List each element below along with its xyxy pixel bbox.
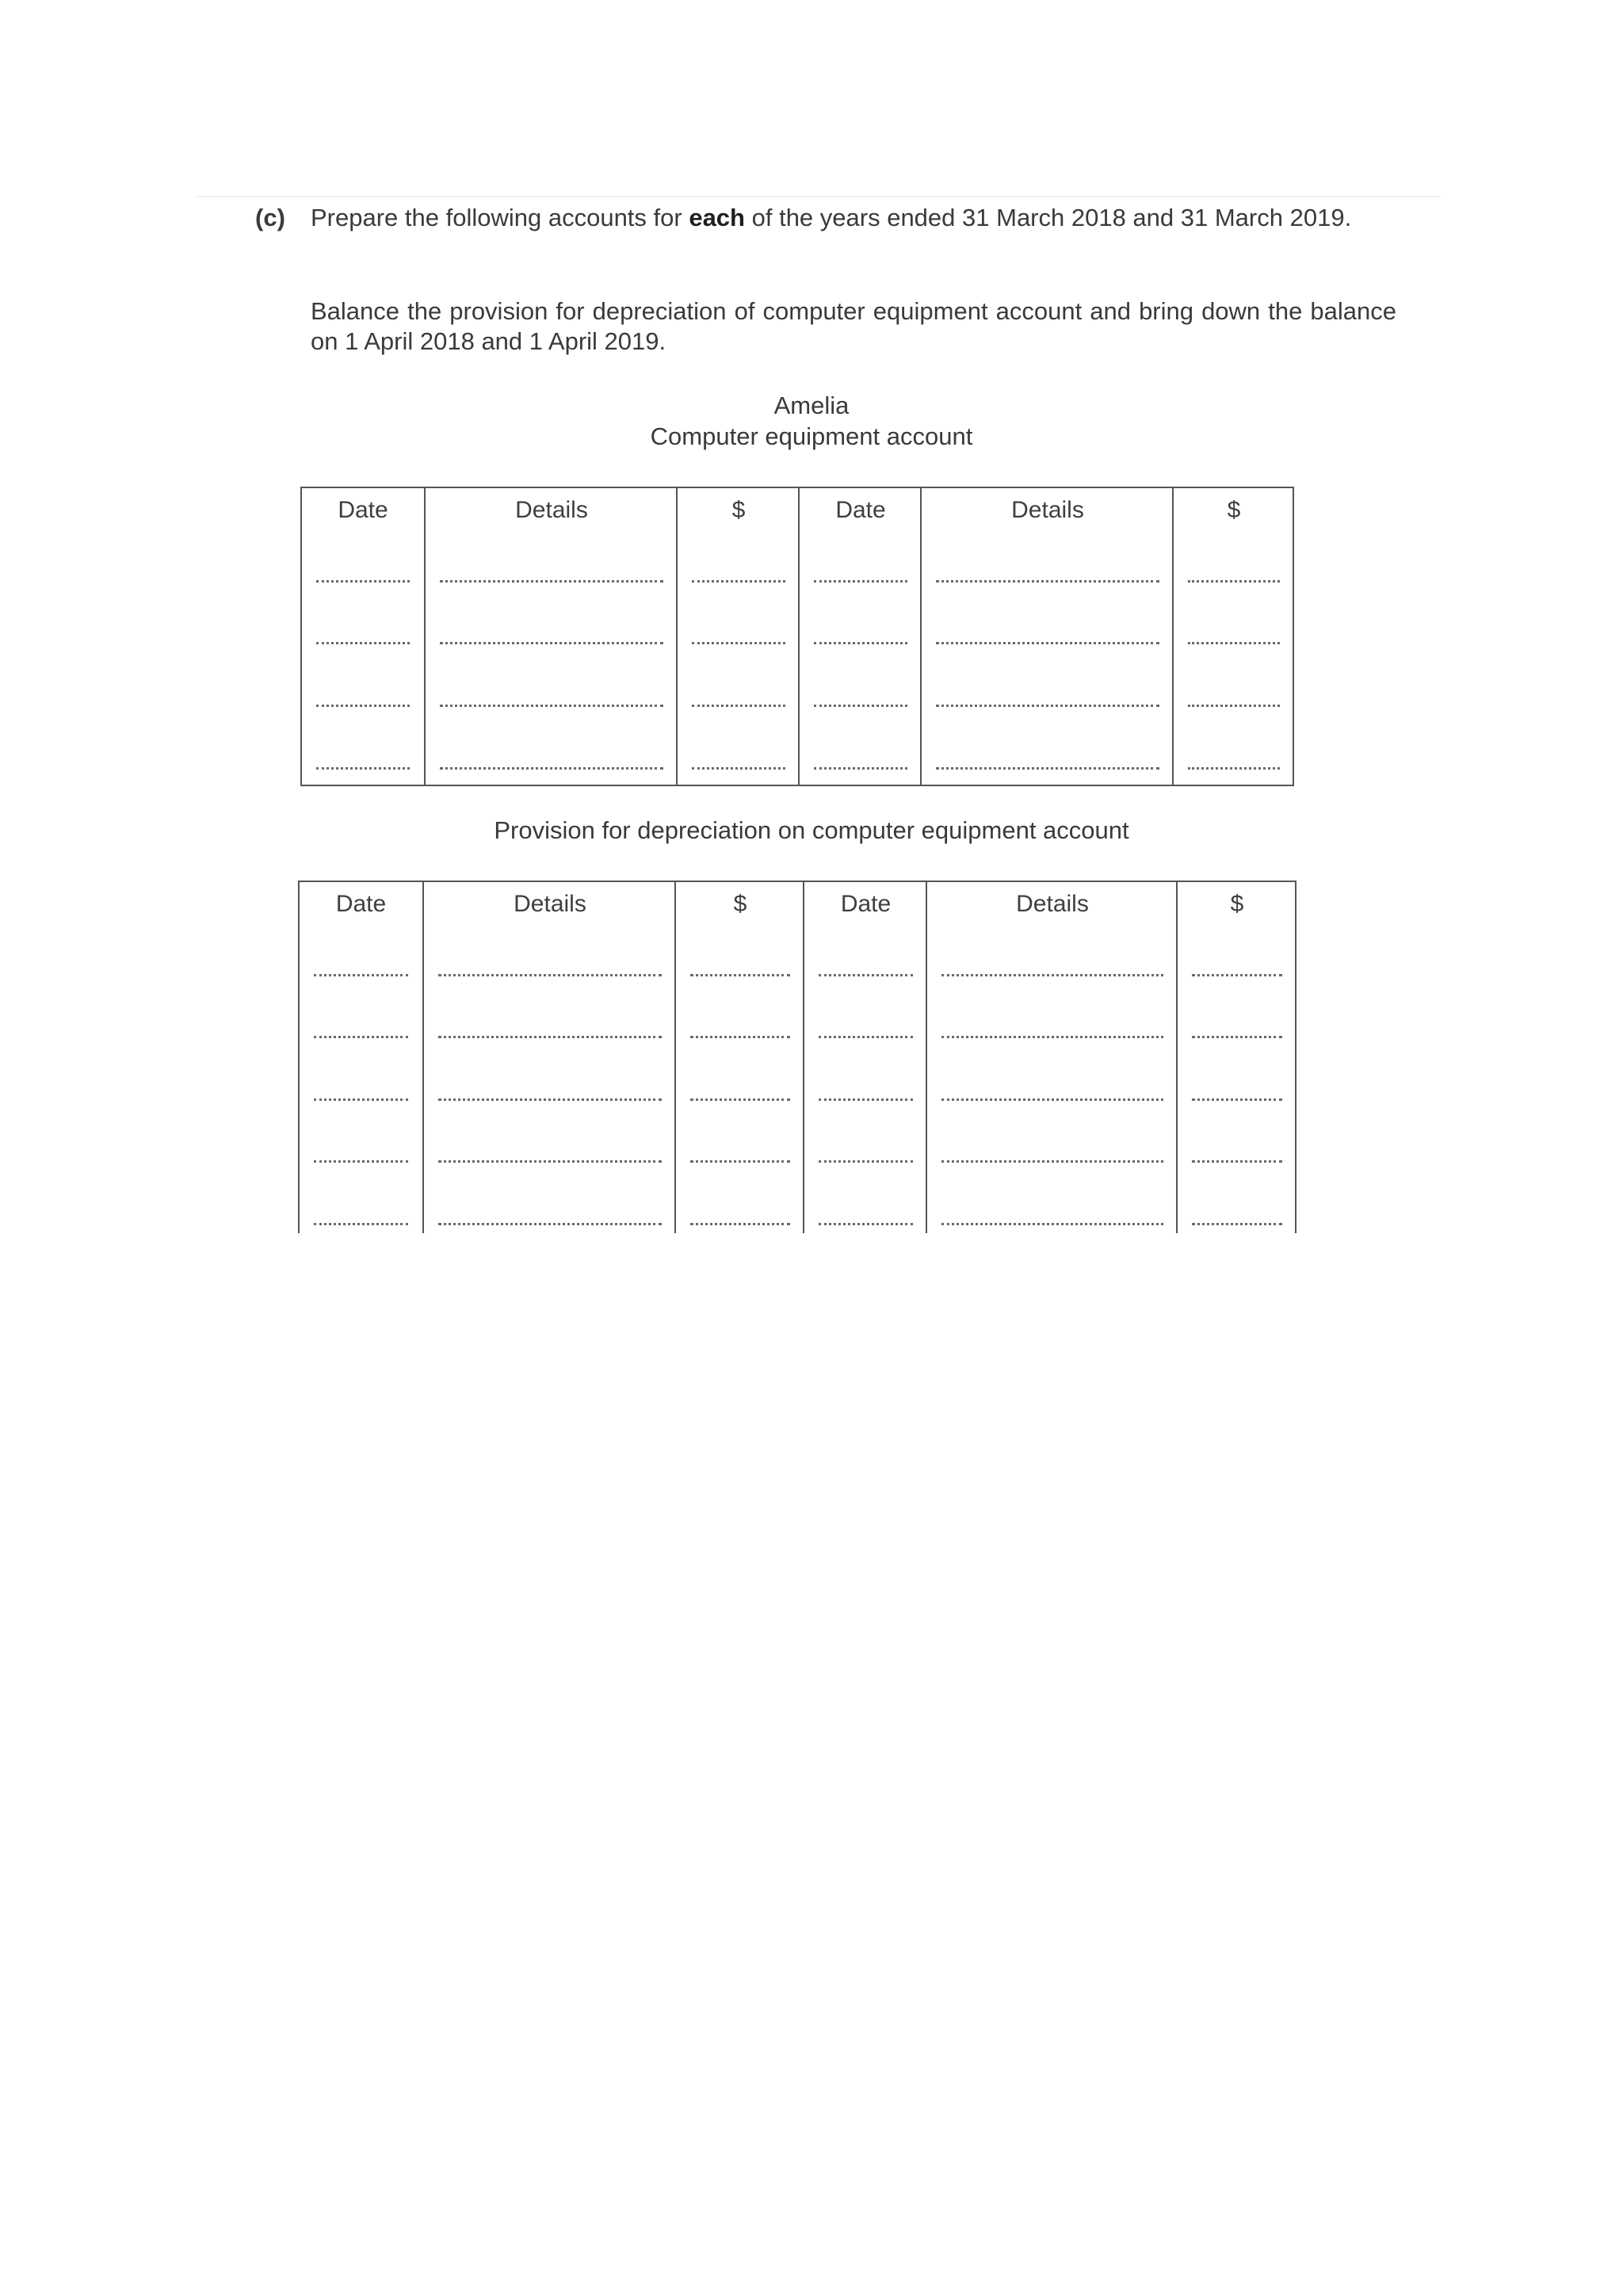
answer-line[interactable] bbox=[1188, 642, 1280, 644]
question-label: (c) bbox=[255, 204, 285, 231]
instruction-text-post: of the years ended 31 March 2018 and 31 March 2019. bbox=[745, 204, 1352, 231]
answer-line[interactable] bbox=[936, 767, 1159, 770]
answer-line[interactable] bbox=[1192, 1160, 1282, 1163]
answer-line[interactable] bbox=[1192, 1223, 1282, 1225]
ledger-2-header-date-cr: Date bbox=[840, 891, 892, 917]
answer-line[interactable] bbox=[692, 642, 785, 644]
answer-line[interactable] bbox=[692, 767, 785, 770]
answer-line[interactable] bbox=[314, 1036, 408, 1038]
page-divider bbox=[197, 196, 1441, 197]
answer-line[interactable] bbox=[690, 1036, 790, 1038]
answer-line[interactable] bbox=[936, 580, 1159, 583]
answer-line[interactable] bbox=[314, 974, 408, 976]
ledger-1-col-details-cr bbox=[920, 488, 1174, 785]
ledger-2-header-details-cr: Details bbox=[1016, 891, 1089, 917]
ledger-2-header-date-dr: Date bbox=[335, 891, 387, 917]
answer-line[interactable] bbox=[941, 1223, 1163, 1225]
answer-line[interactable] bbox=[316, 767, 410, 770]
answer-line[interactable] bbox=[316, 580, 410, 583]
ledger-2-header-details-dr: Details bbox=[514, 891, 586, 917]
answer-line[interactable] bbox=[941, 1098, 1163, 1101]
answer-line[interactable] bbox=[1192, 974, 1282, 976]
ledger-2-col-details-cr bbox=[926, 882, 1178, 1233]
instruction-text-bold: each bbox=[689, 204, 745, 231]
answer-line[interactable] bbox=[814, 705, 907, 707]
answer-line[interactable] bbox=[941, 974, 1163, 976]
answer-line[interactable] bbox=[440, 580, 663, 583]
answer-line[interactable] bbox=[814, 767, 907, 770]
answer-line[interactable] bbox=[814, 642, 907, 644]
ledger-2-header-amount-cr: $ bbox=[1230, 891, 1244, 917]
ledger-2-col-details-dr bbox=[422, 882, 676, 1233]
answer-line[interactable] bbox=[440, 767, 663, 770]
provision-depreciation-ledger bbox=[298, 881, 1296, 1233]
business-name: Amelia bbox=[773, 392, 850, 419]
ledger-1-header-amount-cr: $ bbox=[1227, 497, 1241, 523]
ledger-2-header-amount-dr: $ bbox=[733, 891, 747, 917]
answer-line[interactable] bbox=[314, 1223, 408, 1225]
instruction-text-pre: Prepare the following accounts for bbox=[311, 204, 689, 231]
answer-line[interactable] bbox=[819, 1098, 913, 1101]
answer-line[interactable] bbox=[438, 974, 662, 976]
computer-equipment-ledger bbox=[300, 487, 1294, 786]
answer-line[interactable] bbox=[690, 1160, 790, 1163]
answer-line[interactable] bbox=[438, 1160, 662, 1163]
answer-line[interactable] bbox=[819, 1036, 913, 1038]
answer-line[interactable] bbox=[316, 642, 410, 644]
ledger-1-col-amount-cr bbox=[1172, 488, 1294, 785]
answer-line[interactable] bbox=[440, 705, 663, 707]
answer-line[interactable] bbox=[438, 1098, 662, 1101]
ledger-1-header-details-cr: Details bbox=[1011, 497, 1084, 523]
answer-line[interactable] bbox=[438, 1036, 662, 1038]
answer-line[interactable] bbox=[936, 642, 1159, 644]
answer-line[interactable] bbox=[941, 1160, 1163, 1163]
answer-line[interactable] bbox=[819, 974, 913, 976]
ledger-1-header-date-dr: Date bbox=[338, 497, 388, 523]
ledger-2-col-amount-dr bbox=[674, 882, 804, 1233]
account-2-title: Provision for depreciation on computer equipment account bbox=[494, 816, 1129, 844]
answer-line[interactable] bbox=[819, 1223, 913, 1225]
answer-line[interactable] bbox=[1192, 1098, 1282, 1101]
ledger-2-col-amount-cr bbox=[1176, 882, 1296, 1233]
answer-line[interactable] bbox=[314, 1098, 408, 1101]
answer-line[interactable] bbox=[314, 1160, 408, 1163]
question-instruction-1 bbox=[311, 203, 1396, 233]
ledger-1-header-amount-dr: $ bbox=[731, 497, 746, 523]
ledger-1-col-amount-dr bbox=[676, 488, 800, 785]
ledger-1-col-details-dr bbox=[424, 488, 678, 785]
answer-line[interactable] bbox=[690, 1223, 790, 1225]
answer-line[interactable] bbox=[941, 1036, 1163, 1038]
answer-line[interactable] bbox=[1188, 705, 1280, 707]
answer-line[interactable] bbox=[936, 705, 1159, 707]
answer-line[interactable] bbox=[814, 580, 907, 583]
ledger-2-col-date-dr bbox=[300, 882, 422, 1233]
answer-line[interactable] bbox=[440, 642, 663, 644]
ledger-1-header-date-cr: Date bbox=[835, 497, 886, 523]
answer-line[interactable] bbox=[692, 705, 785, 707]
answer-line[interactable] bbox=[1188, 767, 1280, 770]
answer-line[interactable] bbox=[690, 974, 790, 976]
answer-line[interactable] bbox=[1192, 1036, 1282, 1038]
ledger-1-col-date-cr bbox=[798, 488, 922, 785]
ledger-1-header-details-dr: Details bbox=[515, 497, 588, 523]
answer-line[interactable] bbox=[690, 1098, 790, 1101]
question-instruction-2: Balance the provision for depreciation of computer equipment account and bring down the balance on 1 April 2018 and 1 April 2019. bbox=[311, 297, 1396, 355]
answer-line[interactable] bbox=[438, 1223, 662, 1225]
ledger-1-col-date-dr bbox=[302, 488, 424, 785]
answer-line[interactable] bbox=[1188, 580, 1280, 583]
answer-line[interactable] bbox=[316, 705, 410, 707]
account-1-title: Computer equipment account bbox=[650, 422, 973, 450]
answer-line[interactable] bbox=[819, 1160, 913, 1163]
ledger-2-col-date-cr bbox=[803, 882, 927, 1233]
answer-line[interactable] bbox=[692, 580, 785, 583]
